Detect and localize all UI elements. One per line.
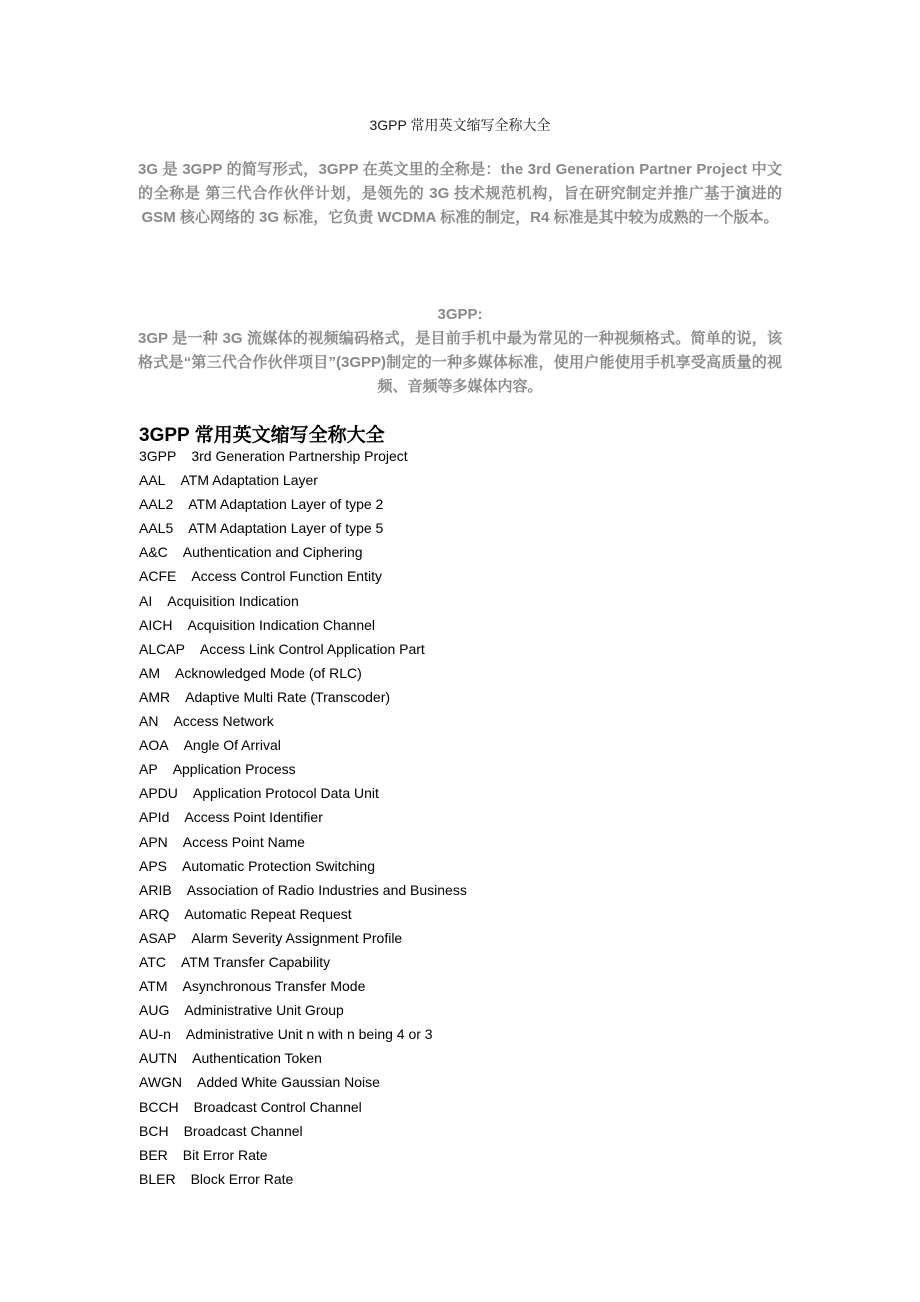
abbreviation-row [139,661,467,685]
abbreviation-code: AN [139,713,159,730]
abbreviation-row [139,516,467,540]
format-paragraph: 3GP 是一种 3G 流媒体的视频编码格式，是目前手机中最为常见的一种视频格式。简单的说，该格式是“第三代合作伙伴项目”(3GPP)制定的一种多媒体标准，使用户能使用手机享受高质量的视频、音频等多媒体内容。 [138,330,782,395]
abbreviation-row [139,733,467,757]
abbreviation-full-name: Authentication and Ciphering [182,544,363,561]
abbreviation-row [139,854,467,878]
intro-paragraph: 3G 是 3GPP 的简写形式，3GPP 在英文里的全称是：the 3rd Generation Partner Project 中文的全称是 第三代合作伙伴计划，是领先的 3G 技术规范机构，旨在研究制定并推广基于演进的 GSM 核心网络的 3G 标准，它负责 WCDMA 标准的制定，R4 标准是其中较为成熟的一个版本。 [138,161,782,226]
abbreviation-row [139,757,467,781]
document-title: 3GPP 常用英文缩写全称大全 [369,117,551,133]
abbreviation-full-name: ATM Adaptation Layer [180,472,318,489]
abbreviation-code: AUG [139,1002,170,1019]
abbreviation-full-name: Access Control Function Entity [191,568,382,585]
abbreviation-full-name: Automatic Repeat Request [184,905,352,922]
abbreviation-row [139,637,467,661]
abbreviation-row [139,444,467,468]
abbreviation-code: AOA [139,737,169,754]
abbreviation-code: AUTN [139,1050,178,1067]
abbreviation-row [139,926,467,950]
abbreviation-code: AU-n [139,1026,171,1043]
abbreviation-row [139,805,467,829]
abbreviation-row [139,1143,467,1167]
abbreviation-full-name: Acknowledged Mode (of RLC) [175,664,362,681]
abbreviation-row [139,709,467,733]
abbreviation-row [139,1046,467,1070]
abbreviation-code: ASAP [139,929,177,946]
abbreviation-full-name: Block Error Rate [190,1170,294,1187]
abbreviation-full-name: ATM Adaptation Layer of type 2 [188,496,384,513]
abbreviation-code: ACFE [139,568,177,585]
abbreviation-code: BLER [139,1170,176,1187]
abbreviation-full-name: Administrative Unit n with n being 4 or 3 [185,1026,433,1043]
abbreviation-row [139,781,467,805]
section-heading: 3GPP 常用英文缩写全称大全 [139,425,385,446]
abbreviation-full-name: Added White Gaussian Noise [197,1074,380,1091]
abbreviation-row [139,492,467,516]
abbreviation-full-name: Access Point Name [182,833,305,850]
abbreviation-code: AAL [139,472,166,489]
abbreviation-row [139,564,467,588]
abbreviation-row [139,878,467,902]
abbreviation-row [139,1095,467,1119]
abbreviation-code: AAL2 [139,496,174,513]
abbreviation-code: APDU [139,785,178,802]
abbreviation-full-name: Application Process [172,761,296,778]
abbreviation-row [139,1070,467,1094]
abbreviation-code: BCH [139,1122,169,1139]
abbreviation-full-name: Acquisition Indication [167,592,299,609]
abbreviation-full-name: ATM Adaptation Layer of type 5 [188,520,384,537]
abbreviation-full-name: Application Protocol Data Unit [192,785,379,802]
abbreviation-full-name: Broadcast Channel [183,1122,303,1139]
abbreviation-row [139,830,467,854]
abbreviation-code: AMR [139,688,171,705]
abbreviation-full-name: Alarm Severity Assignment Profile [191,929,403,946]
abbreviation-code: ATM [139,978,168,995]
abbreviation-list [139,444,467,1191]
abbreviation-code: BER [139,1146,168,1163]
abbreviation-row [139,998,467,1022]
abbreviation-code: ALCAP [139,640,185,657]
abbreviation-row [139,589,467,613]
abbreviation-full-name: 3rd Generation Partnership Project [191,448,408,464]
abbreviation-code: ARIB [139,881,172,898]
abbreviation-code: A&C [139,544,168,561]
abbreviation-code: AM [139,664,160,681]
abbreviation-code: AP [139,761,158,778]
abbreviation-row [139,974,467,998]
abbreviation-full-name: Access Point Identifier [184,809,323,826]
abbreviation-row [139,468,467,492]
abbreviation-code: AAL5 [139,520,174,537]
abbreviation-row [139,950,467,974]
abbreviation-code: AWGN [139,1074,183,1091]
abbreviation-full-name: Access Network [173,713,274,730]
abbreviation-full-name: Automatic Protection Switching [182,857,375,874]
abbreviation-full-name: Authentication Token [192,1050,322,1067]
abbreviation-full-name: Access Link Control Application Part [199,640,425,657]
abbreviation-code: BCCH [139,1098,179,1115]
abbreviation-code: ARQ [139,905,170,922]
abbreviation-full-name: Association of Radio Industries and Business [186,881,467,898]
abbreviation-row [139,540,467,564]
abbreviation-code: APN [139,833,168,850]
abbreviation-full-name: Administrative Unit Group [184,1002,344,1019]
abbreviation-row [139,1119,467,1143]
abbreviation-row [139,1022,467,1046]
format-heading: 3GPP: [437,306,483,323]
abbreviation-full-name: Broadcast Control Channel [193,1098,362,1115]
abbreviation-code: ATC [139,953,166,970]
abbreviation-full-name: Acquisition Indication Channel [187,616,376,633]
abbreviation-code: 3GPP [139,448,177,464]
abbreviation-code: AI [139,592,153,609]
abbreviation-row [139,685,467,709]
abbreviation-code: AICH [139,616,173,633]
abbreviation-full-name: Adaptive Multi Rate (Transcoder) [185,688,391,705]
abbreviation-row [139,613,467,637]
abbreviation-row [139,902,467,926]
abbreviation-full-name: Bit Error Rate [182,1146,268,1163]
abbreviation-full-name: Asynchronous Transfer Mode [182,978,366,995]
abbreviation-full-name: ATM Transfer Capability [180,953,331,970]
abbreviation-code: APId [139,809,170,826]
abbreviation-full-name: Angle Of Arrival [183,737,281,754]
abbreviation-row [139,1167,467,1191]
abbreviation-code: APS [139,857,168,874]
